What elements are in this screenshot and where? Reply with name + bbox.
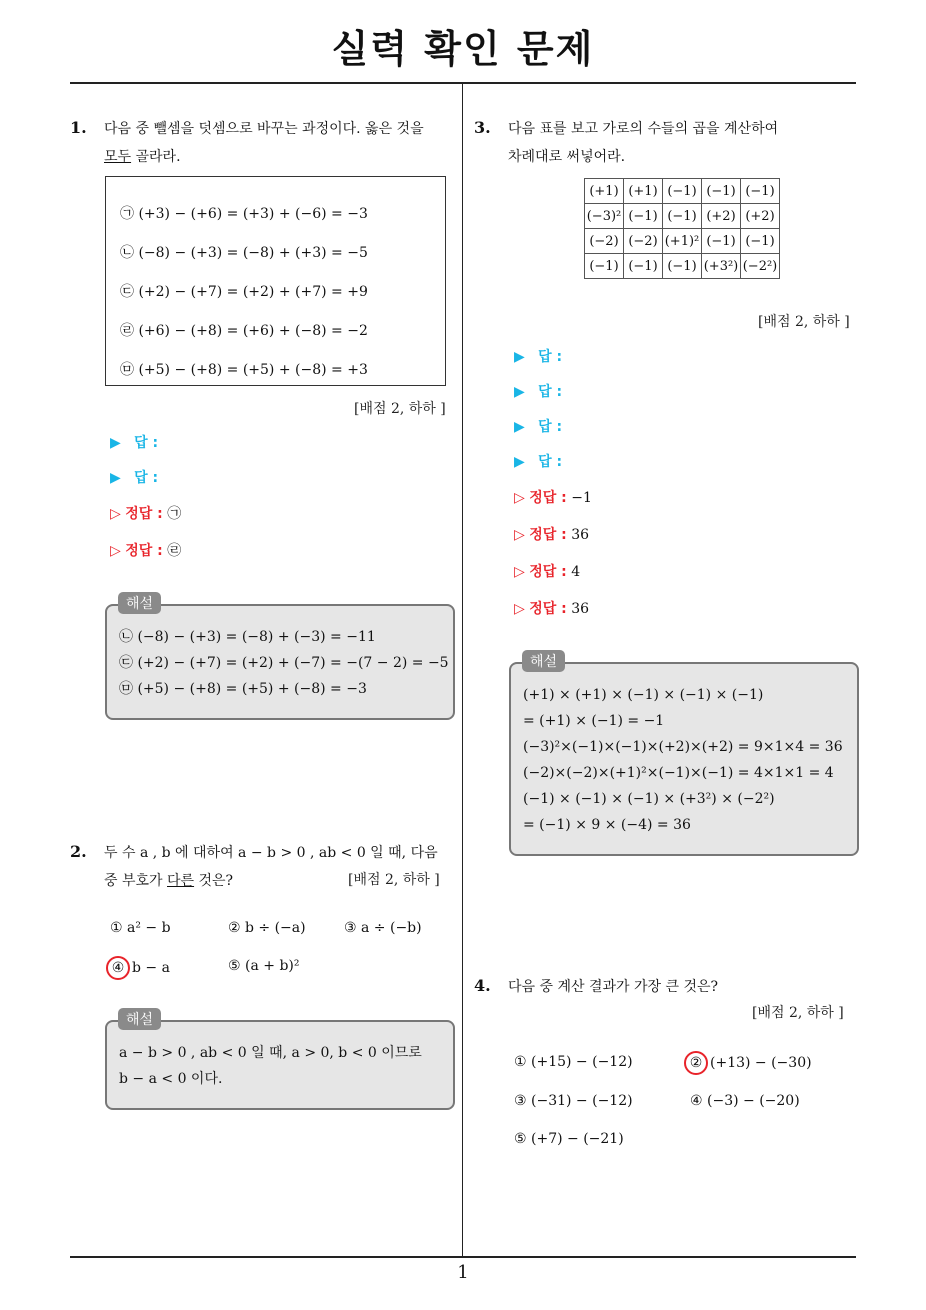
q3-number: 3. bbox=[474, 118, 491, 137]
q2-circled-mark: ④ bbox=[106, 956, 130, 980]
correct-value: 36 bbox=[571, 601, 590, 617]
q1-answer-1 bbox=[110, 432, 158, 452]
table-cell: (+2) bbox=[702, 204, 741, 229]
explanation-line: = (−1) × 9 × (−4) = 36 bbox=[523, 817, 691, 833]
triangle-outline-icon: ▷ bbox=[110, 543, 121, 559]
correct-value: ㉠ bbox=[167, 506, 182, 522]
explanation-line: = (+1) × (−1) = −1 bbox=[523, 713, 665, 729]
q3-score: [배점 2, 하하 ] bbox=[758, 314, 850, 330]
triangle-bullet-icon: ▶ bbox=[514, 419, 525, 435]
q1-items-box bbox=[105, 176, 446, 386]
explanation-line: ㉡ (−8) − (+3) = (−8) + (−3) = −11 bbox=[119, 629, 376, 645]
triangle-outline-icon: ▷ bbox=[514, 527, 525, 543]
triangle-bullet-icon: ▶ bbox=[110, 435, 121, 451]
q3-correct-3 bbox=[514, 561, 580, 581]
table-cell: (+1)² bbox=[663, 229, 702, 254]
q1-underlined-word: 모두 bbox=[104, 149, 132, 165]
q4-choice-5[interactable]: ⑤ (+7) − (−21) bbox=[514, 1131, 624, 1147]
q4-text-line1: 다음 중 계산 결과가 가장 큰 것은? bbox=[508, 979, 719, 995]
q3-answer-3 bbox=[514, 416, 562, 436]
q1-explanation-box bbox=[105, 604, 455, 720]
q2-choice-4[interactable] bbox=[106, 956, 170, 980]
triangle-bullet-icon: ▶ bbox=[514, 384, 525, 400]
page-number: 1 bbox=[457, 1262, 469, 1283]
answer-label: 답 : bbox=[538, 384, 563, 400]
table-cell: (−1) bbox=[741, 229, 780, 254]
q3-explanation-box bbox=[509, 662, 859, 856]
answer-label: 답 : bbox=[134, 435, 159, 451]
q3-correct-4 bbox=[514, 598, 589, 618]
triangle-bullet-icon: ▶ bbox=[110, 470, 121, 486]
explanation-line: ㉤ (+5) − (+8) = (+5) + (−8) = −3 bbox=[119, 681, 367, 697]
explanation-line: a − b > 0 , ab < 0 일 때, a > 0, b < 0 이므로 bbox=[119, 1045, 422, 1061]
correct-label: 정답 : bbox=[529, 527, 567, 543]
q2-number: 2. bbox=[70, 842, 87, 861]
q2-choice-4-text: b − a bbox=[132, 960, 170, 976]
q4-score: [배점 2, 하하 ] bbox=[752, 1005, 844, 1021]
correct-value: −1 bbox=[571, 490, 592, 506]
explanation-line: (+1) × (+1) × (−1) × (−1) × (−1) bbox=[523, 687, 764, 703]
q1-item: ㉤ (+5) − (+8) = (+5) + (−8) = +3 bbox=[120, 362, 368, 378]
q2-text-line2-pre: 중 부호가 bbox=[104, 873, 167, 889]
explanation-line: (−1) × (−1) × (−1) × (+3²) × (−2²) bbox=[523, 791, 775, 807]
table-cell: (−2) bbox=[624, 229, 663, 254]
q1-item: ㉣ (+6) − (+8) = (+6) + (−8) = −2 bbox=[120, 323, 368, 339]
answer-label: 답 : bbox=[538, 454, 563, 470]
correct-label: 정답 : bbox=[125, 543, 163, 559]
q2-choice-5[interactable]: ⑤ (a + b)² bbox=[228, 958, 300, 974]
q1-score: [배점 2, 하하 ] bbox=[354, 401, 446, 417]
correct-label: 정답 : bbox=[125, 506, 163, 522]
answer-label: 답 : bbox=[134, 470, 159, 486]
table-cell: (−2²) bbox=[741, 254, 780, 279]
q4-choice-4[interactable]: ④ (−3) − (−20) bbox=[690, 1093, 800, 1109]
q2-explanation-box bbox=[105, 1020, 455, 1110]
q4-circled-mark: ② bbox=[684, 1051, 708, 1075]
table-cell: (−1) bbox=[702, 229, 741, 254]
q3-text bbox=[474, 114, 864, 171]
q3-correct-1 bbox=[514, 487, 592, 507]
bottom-rule bbox=[70, 1256, 856, 1258]
correct-value: 4 bbox=[571, 564, 581, 580]
explanation-tag: 해설 bbox=[118, 592, 161, 614]
q3-text-line1: 다음 표를 보고 가로의 수들의 곱을 계산하여 bbox=[508, 121, 779, 137]
explanation-line: b − a < 0 이다. bbox=[119, 1071, 223, 1087]
triangle-outline-icon: ▷ bbox=[514, 601, 525, 617]
q1-item: ㉠ (+3) − (+6) = (+3) + (−6) = −3 bbox=[120, 206, 368, 222]
table-cell: (−1) bbox=[702, 179, 741, 204]
triangle-bullet-icon: ▶ bbox=[514, 454, 525, 470]
table-cell: (−2) bbox=[585, 229, 624, 254]
q3-table bbox=[584, 178, 780, 279]
correct-label: 정답 : bbox=[529, 490, 567, 506]
triangle-outline-icon: ▷ bbox=[514, 564, 525, 580]
correct-label: 정답 : bbox=[529, 564, 567, 580]
q3-answer-4 bbox=[514, 451, 562, 471]
table-row bbox=[585, 204, 780, 229]
q4-choice-2-text: (+13) − (−30) bbox=[710, 1055, 812, 1071]
top-rule bbox=[70, 82, 856, 84]
table-cell: (−1) bbox=[663, 179, 702, 204]
q4-number: 4. bbox=[474, 976, 491, 995]
table-cell: (+2) bbox=[741, 204, 780, 229]
q2-choice-2[interactable]: ② b ÷ (−a) bbox=[228, 920, 306, 936]
q3-answer-1 bbox=[514, 346, 562, 366]
q2-text-line2-rest: 것은? bbox=[194, 873, 234, 889]
explanation-line: ㉢ (+2) − (+7) = (+2) + (−7) = −(7 − 2) = −5 bbox=[119, 655, 449, 671]
table-cell: (−3)² bbox=[585, 204, 624, 229]
table-cell: (−1) bbox=[624, 204, 663, 229]
table-cell: (−1) bbox=[585, 254, 624, 279]
answer-label: 답 : bbox=[538, 419, 563, 435]
q3-answer-2 bbox=[514, 381, 562, 401]
q4-choice-3[interactable]: ③ (−31) − (−12) bbox=[514, 1093, 633, 1109]
q2-choice-1[interactable]: ① a² − b bbox=[110, 920, 171, 936]
table-cell: (+1) bbox=[624, 179, 663, 204]
q1-correct-2 bbox=[110, 540, 181, 560]
q2-score: [배점 2, 하하 ] bbox=[348, 872, 440, 888]
triangle-bullet-icon: ▶ bbox=[514, 349, 525, 365]
q1-text bbox=[70, 114, 460, 171]
q1-number: 1. bbox=[70, 118, 87, 137]
q4-text bbox=[474, 972, 864, 1001]
q1-text-line2: 골라라. bbox=[131, 149, 181, 165]
q1-item: ㉡ (−8) − (+3) = (−8) + (+3) = −5 bbox=[120, 245, 368, 261]
table-cell: (+1) bbox=[585, 179, 624, 204]
q1-text-line1: 다음 중 뺄셈을 덧셈으로 바꾸는 과정이다. 옳은 것을 bbox=[104, 121, 424, 137]
correct-value: ㉣ bbox=[167, 543, 182, 559]
q4-choice-1[interactable]: ① (+15) − (−12) bbox=[514, 1054, 633, 1070]
explanation-line: (−2)×(−2)×(+1)²×(−1)×(−1) = 4×1×1 = 4 bbox=[523, 765, 834, 781]
table-cell: (+3²) bbox=[702, 254, 741, 279]
explanation-tag: 해설 bbox=[522, 650, 565, 672]
triangle-outline-icon: ▷ bbox=[110, 506, 121, 522]
q1-item: ㉢ (+2) − (+7) = (+2) + (+7) = +9 bbox=[120, 284, 368, 300]
q1-answer-2 bbox=[110, 467, 158, 487]
q2-underlined-word: 다른 bbox=[167, 873, 195, 889]
q3-text-line2: 차례대로 써넣어라. bbox=[508, 149, 626, 165]
correct-value: 36 bbox=[571, 527, 590, 543]
explanation-tag: 해설 bbox=[118, 1008, 161, 1030]
table-row bbox=[585, 254, 780, 279]
q4-choice-2[interactable] bbox=[684, 1051, 812, 1075]
table-row bbox=[585, 229, 780, 254]
explanation-line: (−3)²×(−1)×(−1)×(+2)×(+2) = 9×1×4 = 36 bbox=[523, 739, 843, 755]
q3-correct-2 bbox=[514, 524, 589, 544]
correct-label: 정답 : bbox=[529, 601, 567, 617]
page-title: 실력 확인 문제 bbox=[331, 27, 595, 71]
table-cell: (−1) bbox=[624, 254, 663, 279]
q2-text-line1: 두 수 a , b 에 대하여 a − b > 0 , ab < 0 일 때, 다음 bbox=[104, 845, 438, 861]
table-cell: (−1) bbox=[663, 254, 702, 279]
table-row bbox=[585, 179, 780, 204]
q1-correct-1 bbox=[110, 503, 181, 523]
table-cell: (−1) bbox=[663, 204, 702, 229]
triangle-outline-icon: ▷ bbox=[514, 490, 525, 506]
answer-label: 답 : bbox=[538, 349, 563, 365]
column-divider bbox=[462, 84, 463, 1256]
table-cell: (−1) bbox=[741, 179, 780, 204]
q2-choice-3[interactable]: ③ a ÷ (−b) bbox=[344, 920, 422, 936]
